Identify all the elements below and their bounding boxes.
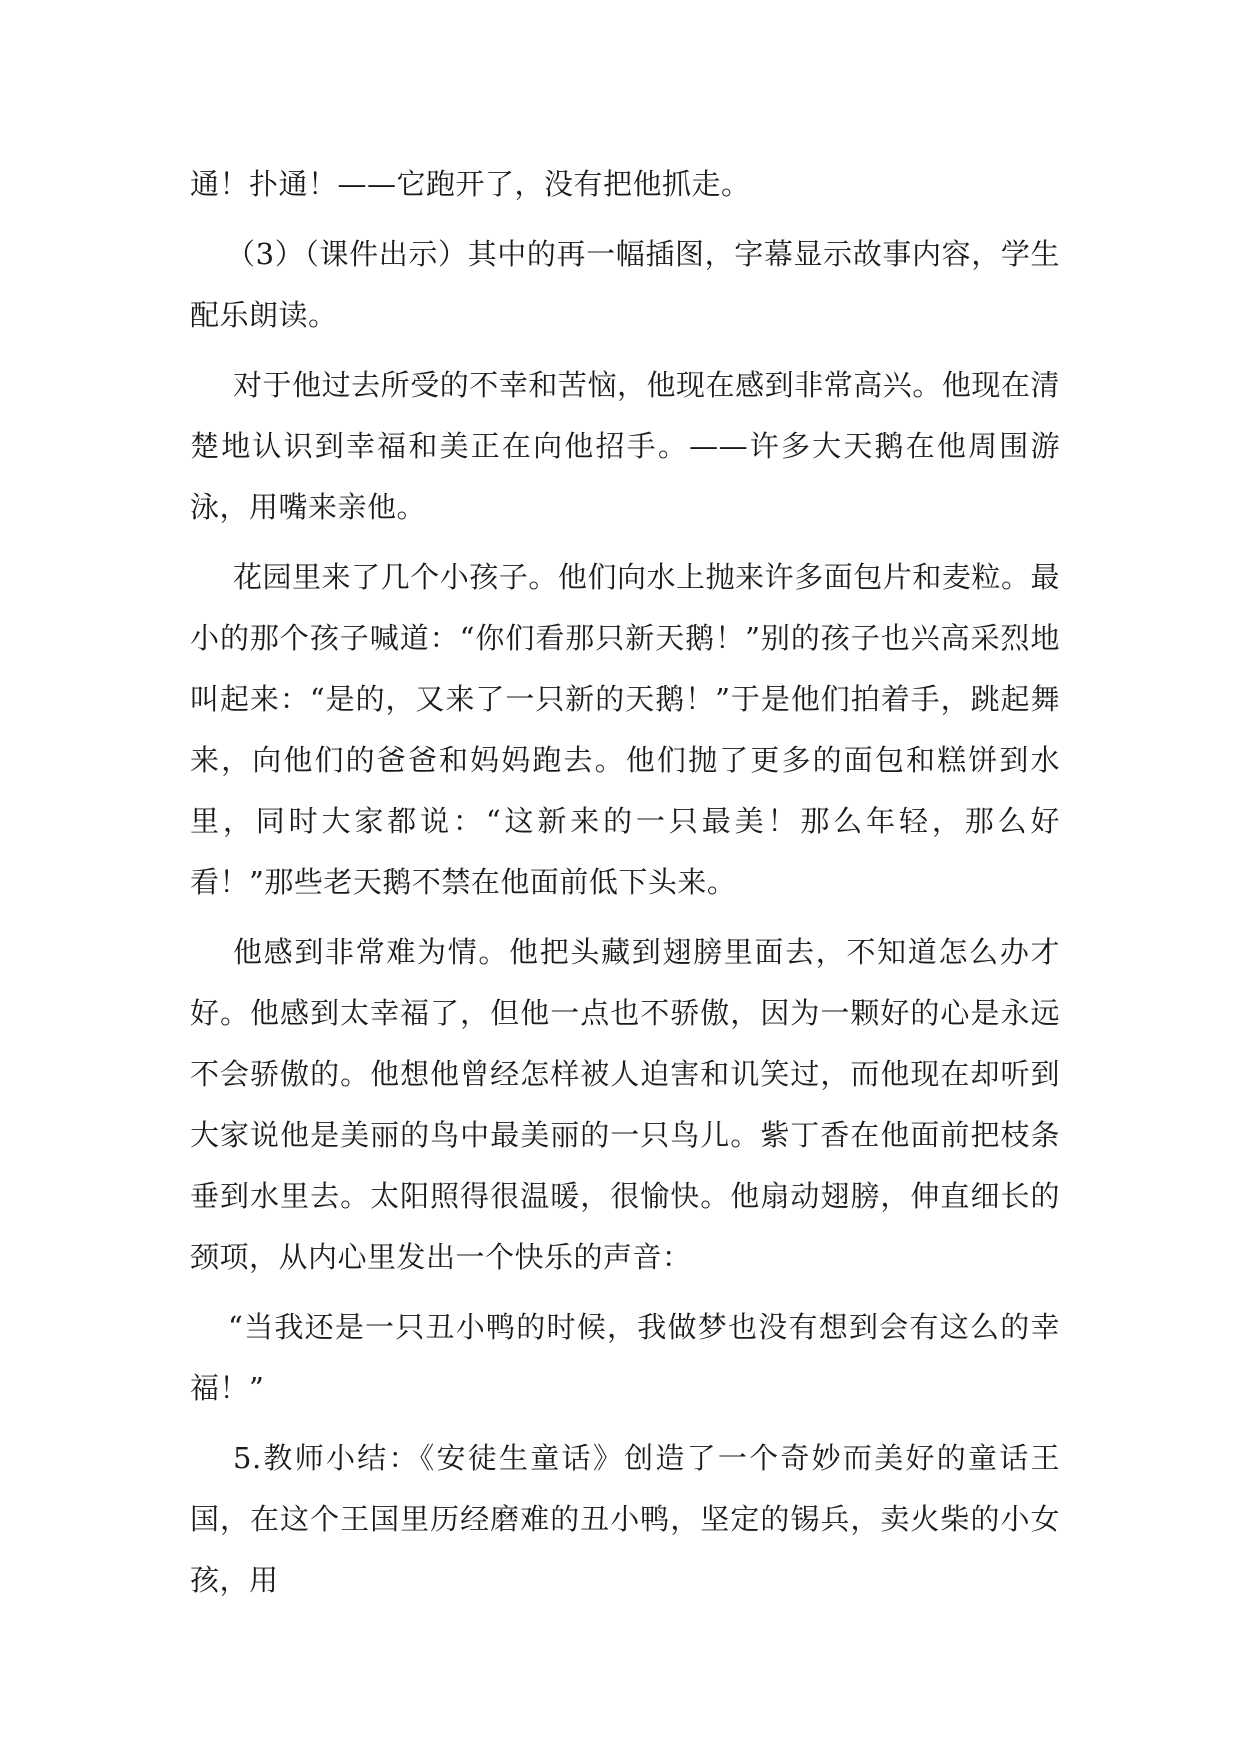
paragraph-happiness: 对于他过去所受的不幸和苦恼，他现在感到非常高兴。他现在清楚地认识到幸福和美正在向他招手。——许多大天鹅在他周围游泳，用嘴来亲他。 [190,368,1060,524]
paragraph-teacher-summary: 5.教师小结：《安徒生童话》创造了一个奇妙而美好的童话王国，在这个王国里历经磨难的丑小鸭，坚定的锡兵，卖火柴的小女孩，用 [190,1441,1060,1597]
paragraph-continuation: 通！扑通！——它跑开了，没有把他抓走。 [190,167,751,201]
document-body [190,154,1060,1611]
paragraph-courseware-step-3: （3）（课件出示）其中的再一幅插图，字幕显示故事内容，学生配乐朗读。 [190,237,1060,332]
paragraph-quote: “当我还是一只丑小鸭的时候，我做梦也没有想到会有这么的幸福！” [190,1310,1060,1405]
paragraph-garden-children: 花园里来了几个小孩子。他们向水上抛来许多面包片和麦粒。最小的那个孩子喊道：“你们看那只新天鹅！”别的孩子也兴高采烈地叫起来：“是的，又来了一只新的天鹅！”于是他们拍着手，跳起舞来，向他们的爸爸和妈妈跑去。他们抛了更多的面包和糕饼到水里，同时大家都说：“这新来的一只最美！那么年轻，那么好看！”那些老天鹅不禁在他面前低下头来。 [190,560,1060,899]
paragraph-embarrassed: 他感到非常难为情。他把头藏到翅膀里面去，不知道怎么办才好。他感到太幸福了，但他一点也不骄傲，因为一颗好的心是永远不会骄傲的。他想他曾经怎样被人迫害和讥笑过，而他现在却听到大家说他是美丽的鸟中最美丽的一只鸟儿。紫丁香在他面前把枝条垂到水里去。太阳照得很温暖，很愉快。他扇动翅膀，伸直细长的颈项，从内心里发出一个快乐的声音： [190,935,1060,1274]
